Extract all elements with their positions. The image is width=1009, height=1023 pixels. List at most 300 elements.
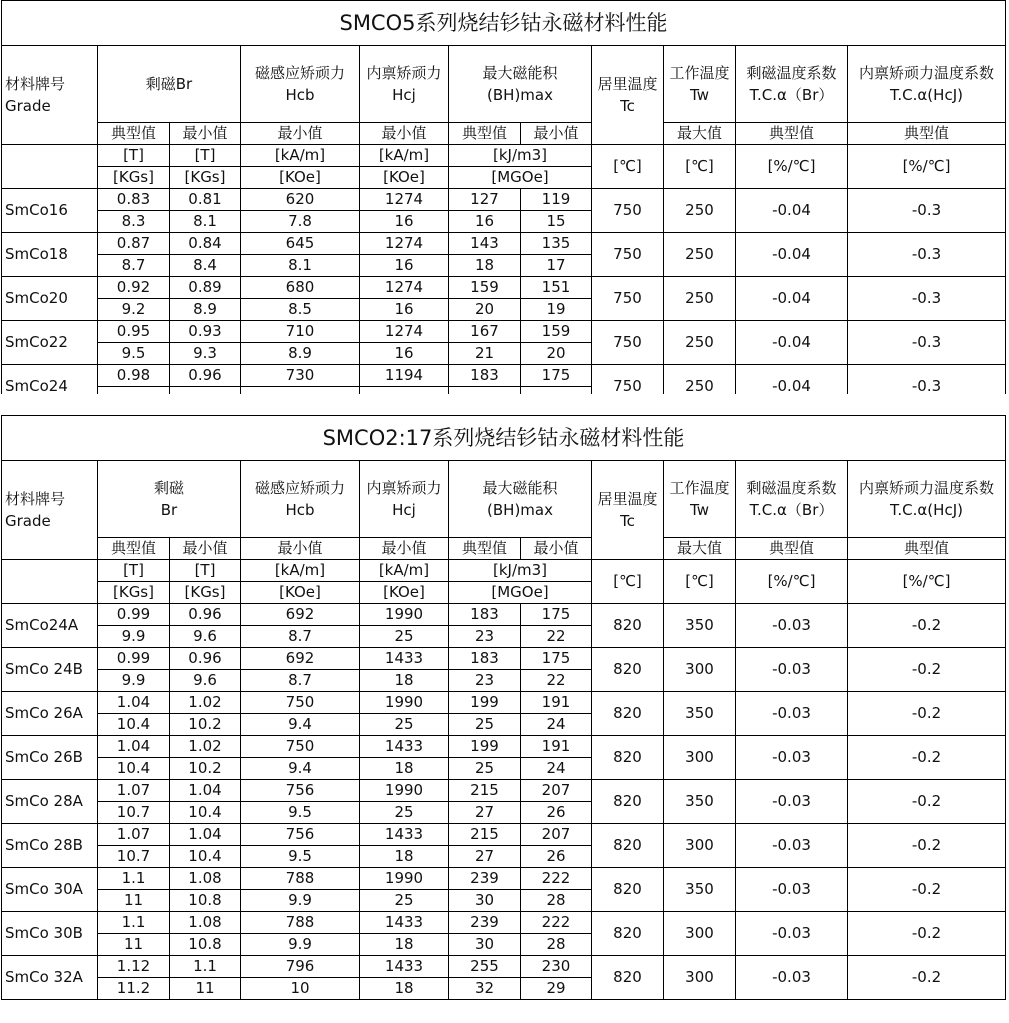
grade-cell: SmCo 30B <box>2 912 98 956</box>
work-temp-header-text: Tw <box>690 501 709 519</box>
work-temp-cell: 300 <box>664 956 736 1000</box>
unit-t: [T] <box>98 560 170 582</box>
hcj-temp-coeff-cell: -0.3 <box>848 365 1006 395</box>
br-temp-coeff-cell: -0.04 <box>736 277 848 321</box>
bh-min-cgs-cell <box>521 387 592 395</box>
br-typical-cgs-cell <box>98 387 170 395</box>
hcj-min-cgs-cell: 16 <box>360 255 449 277</box>
hcj-min-si-cell: 1274 <box>360 233 449 255</box>
bh-min-si-cell: 175 <box>521 365 592 387</box>
grade-units-blank <box>2 560 98 604</box>
grade-cell: SmCo 28A <box>2 780 98 824</box>
hcb-min-si-cell: 788 <box>241 868 360 890</box>
br-temp-coeff-header-text: 剩磁温度系数 <box>746 64 837 82</box>
br-min-cgs-cell: 10.4 <box>170 846 241 868</box>
tchcj-typical-label: 典型值 <box>848 123 1006 145</box>
hcj-temp-coeff-cell: -0.2 <box>848 604 1006 648</box>
table-row <box>2 912 1006 934</box>
br-typical-si-cell: 1.1 <box>98 868 170 890</box>
br-min-label: 最小值 <box>170 123 241 145</box>
unit-koe: [KOe] <box>360 167 449 189</box>
br-min-cgs-cell: 11 <box>170 978 241 1000</box>
bh-typical-cgs-cell: 27 <box>449 802 521 824</box>
unit-kgs: [KGs] <box>170 167 241 189</box>
work-temp-cell: 250 <box>664 277 736 321</box>
header-row <box>2 461 1006 538</box>
bh-typical-si-cell: 215 <box>449 824 521 846</box>
bh-min-si-cell: 207 <box>521 780 592 802</box>
bh-min-cgs-cell: 17 <box>521 255 592 277</box>
bh-min-si-cell: 175 <box>521 604 592 626</box>
hcb-min-cgs-cell: 8.7 <box>241 670 360 692</box>
bh-min-cgs-cell: 28 <box>521 890 592 912</box>
hcb-min-cgs-cell: 8.1 <box>241 255 360 277</box>
bhmax-header-text: 最大磁能积 <box>482 479 558 497</box>
curie-temp-cell: 820 <box>592 956 664 1000</box>
hcj-min-si-cell: 1990 <box>360 868 449 890</box>
table-row <box>2 604 1006 626</box>
grade-cell: SmCo22 <box>2 321 98 365</box>
hcb-min-si-cell: 750 <box>241 692 360 714</box>
smco217-table-section <box>0 415 1009 1023</box>
br-temp-coeff-header <box>736 461 848 538</box>
br-typical-si-cell: 1.04 <box>98 692 170 714</box>
hcj-temp-coeff-cell: -0.3 <box>848 277 1006 321</box>
hcj-header <box>360 46 449 123</box>
hcb-min-si-cell: 730 <box>241 365 360 387</box>
hcb-min-cgs-cell: 8.7 <box>241 626 360 648</box>
unit-degc: [℃] <box>592 560 664 604</box>
title-row <box>2 416 1006 461</box>
curie-temp-cell: 820 <box>592 604 664 648</box>
bh-typical-si-cell: 183 <box>449 604 521 626</box>
bh-typical-si-cell: 167 <box>449 321 521 343</box>
hcb-header-text: Hcb <box>285 86 315 104</box>
bh-min-cgs-cell: 22 <box>521 626 592 648</box>
br-min-cgs-cell: 10.8 <box>170 934 241 956</box>
br-header <box>98 461 241 538</box>
br-typical-cgs-cell: 8.7 <box>98 255 170 277</box>
curie-temp-cell: 820 <box>592 736 664 780</box>
bh-typical-cgs-cell: 25 <box>449 758 521 780</box>
curie-temp-cell: 820 <box>592 868 664 912</box>
table-row <box>2 692 1006 714</box>
hcj-header-text: Hcj <box>392 501 416 519</box>
br-min-si-cell: 0.84 <box>170 233 241 255</box>
br-typical-cgs-cell: 8.3 <box>98 211 170 233</box>
br-temp-coeff-cell: -0.04 <box>736 233 848 277</box>
bh-min-si-cell: 222 <box>521 868 592 890</box>
bh-typical-si-cell: 143 <box>449 233 521 255</box>
bh-min-si-cell: 119 <box>521 189 592 211</box>
bhmax-header <box>449 461 592 538</box>
table-row <box>2 780 1006 802</box>
br-typical-si-cell: 0.95 <box>98 321 170 343</box>
hcb-min-si-cell: 620 <box>241 189 360 211</box>
subheader-row <box>2 538 1006 560</box>
curie-temp-cell: 820 <box>592 648 664 692</box>
grade-cell: SmCo 30A <box>2 868 98 912</box>
hcb-header-text: 磁感应矫顽力 <box>254 479 345 497</box>
unit-kjm3: [kJ/m3] <box>449 560 592 582</box>
hcj-temp-coeff-header-text: 内禀矫顽力温度系数 <box>858 64 994 82</box>
br-typical-cgs-cell: 9.2 <box>98 299 170 321</box>
subheader-row <box>2 123 1006 145</box>
bh-typical-cgs-cell: 32 <box>449 978 521 1000</box>
bhmax-header-text: (BH)max <box>487 86 553 104</box>
bh-typical-si-cell: 127 <box>449 189 521 211</box>
hcb-header-text: 磁感应矫顽力 <box>254 64 345 82</box>
bh-typical-cgs-cell <box>449 387 521 395</box>
br-typical-cgs-cell: 9.9 <box>98 626 170 648</box>
hcj-min-cgs-cell: 16 <box>360 343 449 365</box>
unit-t: [T] <box>170 145 241 167</box>
bhmax-header-text: 最大磁能积 <box>482 64 558 82</box>
grade-cell: SmCo18 <box>2 233 98 277</box>
br-min-si-cell: 0.96 <box>170 604 241 626</box>
br-min-si-cell: 0.93 <box>170 321 241 343</box>
unit-degc: [℃] <box>592 145 664 189</box>
hcj-min-cgs-cell: 16 <box>360 211 449 233</box>
work-temp-cell: 250 <box>664 233 736 277</box>
bh-min-cgs-cell: 28 <box>521 934 592 956</box>
hcj-min-si-cell: 1194 <box>360 365 449 387</box>
br-typical-si-cell: 0.87 <box>98 233 170 255</box>
hcb-min-cgs-cell: 10 <box>241 978 360 1000</box>
hcb-header <box>241 46 360 123</box>
bh-typical-cgs-cell: 23 <box>449 670 521 692</box>
curie-temp-header <box>592 46 664 145</box>
bh-min-label: 最小值 <box>521 538 592 560</box>
curie-temp-cell: 750 <box>592 365 664 395</box>
curie-temp-cell: 750 <box>592 321 664 365</box>
br-typical-si-cell: 1.12 <box>98 956 170 978</box>
bh-typical-label: 典型值 <box>449 123 521 145</box>
curie-temp-header-text: Tc <box>620 512 635 530</box>
bh-min-si-cell: 207 <box>521 824 592 846</box>
br-temp-coeff-cell: -0.03 <box>736 780 848 824</box>
br-temp-coeff-cell: -0.03 <box>736 956 848 1000</box>
work-temp-cell: 300 <box>664 824 736 868</box>
hcb-min-si-cell: 680 <box>241 277 360 299</box>
grade-cell: SmCo20 <box>2 277 98 321</box>
hcj-temp-coeff-cell: -0.2 <box>848 692 1006 736</box>
bh-min-si-cell: 230 <box>521 956 592 978</box>
br-typical-si-cell: 1.04 <box>98 736 170 758</box>
smco5-table-section <box>0 0 1009 394</box>
unit-pct-per-degc: [%/℃] <box>736 145 848 189</box>
br-typical-label: 典型值 <box>98 538 170 560</box>
br-min-si-cell: 1.02 <box>170 736 241 758</box>
si-units-row <box>2 560 1006 582</box>
br-min-si-cell: 1.04 <box>170 780 241 802</box>
hcb-min-cgs-cell: 9.9 <box>241 934 360 956</box>
hcj-header-text: 内禀矫顽力 <box>366 64 442 82</box>
bh-typical-cgs-cell: 18 <box>449 255 521 277</box>
hcj-temp-coeff-header <box>848 46 1006 123</box>
hcj-min-cgs-cell: 18 <box>360 670 449 692</box>
br-typical-cgs-cell: 9.9 <box>98 670 170 692</box>
curie-temp-cell: 750 <box>592 277 664 321</box>
bh-typical-cgs-cell: 27 <box>449 846 521 868</box>
hcj-min-si-cell: 1990 <box>360 692 449 714</box>
grade-cell: SmCo16 <box>2 189 98 233</box>
br-header-text: 剩磁Br <box>145 75 193 93</box>
hcb-min-si-cell: 750 <box>241 736 360 758</box>
hcj-min-cgs-cell: 25 <box>360 890 449 912</box>
br-typical-cgs-cell: 10.4 <box>98 714 170 736</box>
br-typical-si-cell: 0.99 <box>98 648 170 670</box>
hcj-header-text: Hcj <box>392 86 416 104</box>
work-temp-header-text: 工作温度 <box>669 479 730 497</box>
unit-mgoe: [MGOe] <box>449 582 592 604</box>
unit-pct-per-degc: [%/℃] <box>848 145 1006 189</box>
hcj-min-si-cell: 1433 <box>360 824 449 846</box>
grade-cell: SmCo 26B <box>2 736 98 780</box>
grade-header-text: 材料牌号 <box>5 490 66 508</box>
table-row <box>2 189 1006 211</box>
br-typical-label: 典型值 <box>98 123 170 145</box>
grade-header <box>2 461 98 560</box>
bh-typical-si-cell: 159 <box>449 277 521 299</box>
header-row <box>2 46 1006 123</box>
br-min-cgs-cell: 9.6 <box>170 626 241 648</box>
hcb-min-cgs-cell: 8.9 <box>241 343 360 365</box>
br-min-si-cell: 1.08 <box>170 868 241 890</box>
hcj-temp-coeff-cell: -0.3 <box>848 189 1006 233</box>
hcb-min-cgs-cell: 9.4 <box>241 758 360 780</box>
hcb-min-label: 最小值 <box>241 538 360 560</box>
hcj-temp-coeff-cell: -0.2 <box>848 736 1006 780</box>
bh-typical-cgs-cell: 21 <box>449 343 521 365</box>
br-temp-coeff-header <box>736 46 848 123</box>
br-temp-coeff-cell: -0.03 <box>736 692 848 736</box>
bh-min-si-cell: 222 <box>521 912 592 934</box>
br-min-si-cell: 1.1 <box>170 956 241 978</box>
work-temp-header-text: 工作温度 <box>669 64 730 82</box>
br-temp-coeff-cell: -0.03 <box>736 824 848 868</box>
unit-mgoe: [MGOe] <box>449 167 592 189</box>
bh-typical-si-cell: 215 <box>449 780 521 802</box>
bh-min-si-cell: 191 <box>521 692 592 714</box>
hcb-min-si-cell: 788 <box>241 912 360 934</box>
hcb-min-cgs-cell: 9.4 <box>241 714 360 736</box>
br-temp-coeff-header-text: T.C.α（Br） <box>749 501 834 519</box>
unit-kam: [kA/m] <box>241 145 360 167</box>
bh-typical-cgs-cell: 25 <box>449 714 521 736</box>
grade-cell: SmCo24A <box>2 604 98 648</box>
br-min-cgs-cell: 9.3 <box>170 343 241 365</box>
table-row <box>2 736 1006 758</box>
br-typical-si-cell: 1.07 <box>98 824 170 846</box>
curie-temp-cell: 820 <box>592 692 664 736</box>
br-min-cgs-cell: 9.6 <box>170 670 241 692</box>
br-typical-cgs-cell: 10.7 <box>98 846 170 868</box>
bh-min-cgs-cell: 24 <box>521 714 592 736</box>
br-header-text: Br <box>160 501 178 519</box>
hcj-min-label: 最小值 <box>360 538 449 560</box>
grade-header-text: Grade <box>5 97 51 115</box>
br-min-cgs-cell: 10.4 <box>170 802 241 824</box>
hcj-header-text: 内禀矫顽力 <box>366 479 442 497</box>
bh-min-cgs-cell: 22 <box>521 670 592 692</box>
grade-cell: SmCo24 <box>2 365 98 395</box>
si-units-row <box>2 145 1006 167</box>
hcj-min-cgs-cell: 25 <box>360 626 449 648</box>
hcb-min-cgs-cell <box>241 387 360 395</box>
hcj-min-si-cell: 1433 <box>360 736 449 758</box>
br-min-si-cell: 1.08 <box>170 912 241 934</box>
bh-typical-si-cell: 255 <box>449 956 521 978</box>
br-min-cgs-cell: 8.4 <box>170 255 241 277</box>
br-temp-coeff-cell: -0.04 <box>736 321 848 365</box>
bh-min-cgs-cell: 26 <box>521 846 592 868</box>
curie-temp-cell: 820 <box>592 780 664 824</box>
bh-min-si-cell: 175 <box>521 648 592 670</box>
smco5-properties-table <box>1 0 1006 394</box>
hcb-min-si-cell: 710 <box>241 321 360 343</box>
grade-units-blank <box>2 145 98 189</box>
bh-typical-label: 典型值 <box>449 538 521 560</box>
hcj-min-cgs-cell: 18 <box>360 978 449 1000</box>
work-temp-cell: 250 <box>664 365 736 395</box>
hcj-min-si-cell: 1433 <box>360 648 449 670</box>
bh-typical-si-cell: 239 <box>449 868 521 890</box>
unit-kam: [kA/m] <box>360 145 449 167</box>
hcj-min-cgs-cell: 18 <box>360 934 449 956</box>
br-temp-coeff-cell: -0.03 <box>736 604 848 648</box>
tcbr-typical-label: 典型值 <box>736 538 848 560</box>
work-temp-cell: 350 <box>664 692 736 736</box>
tcbr-typical-label: 典型值 <box>736 123 848 145</box>
table-title: SMCO2:17系列烧结钐钴永磁材料性能 <box>2 416 1006 461</box>
hcj-min-cgs-cell: 25 <box>360 714 449 736</box>
work-temp-cell: 350 <box>664 604 736 648</box>
hcb-min-cgs-cell: 8.5 <box>241 299 360 321</box>
hcb-min-si-cell: 756 <box>241 824 360 846</box>
hcj-temp-coeff-cell: -0.2 <box>848 912 1006 956</box>
hcb-header <box>241 461 360 538</box>
hcj-temp-coeff-cell: -0.3 <box>848 321 1006 365</box>
br-typical-si-cell: 0.92 <box>98 277 170 299</box>
br-min-cgs-cell: 8.9 <box>170 299 241 321</box>
hcj-min-cgs-cell: 18 <box>360 846 449 868</box>
br-typical-cgs-cell: 11 <box>98 890 170 912</box>
table-row <box>2 956 1006 978</box>
hcj-min-si-cell: 1990 <box>360 780 449 802</box>
br-min-si-cell: 1.04 <box>170 824 241 846</box>
hcj-temp-coeff-header <box>848 461 1006 538</box>
br-temp-coeff-header-text: T.C.α（Br） <box>749 86 834 104</box>
unit-degc: [℃] <box>664 145 736 189</box>
hcj-min-cgs-cell: 16 <box>360 299 449 321</box>
unit-koe: [KOe] <box>360 582 449 604</box>
hcj-temp-coeff-header-text: 内禀矫顽力温度系数 <box>858 479 994 497</box>
hcj-min-si-cell: 1433 <box>360 912 449 934</box>
br-typical-cgs-cell: 9.5 <box>98 343 170 365</box>
bhmax-header <box>449 46 592 123</box>
curie-temp-cell: 820 <box>592 912 664 956</box>
hcj-temp-coeff-cell: -0.2 <box>848 824 1006 868</box>
bh-typical-cgs-cell: 20 <box>449 299 521 321</box>
unit-kam: [kA/m] <box>241 560 360 582</box>
bh-min-cgs-cell: 26 <box>521 802 592 824</box>
hcb-min-cgs-cell: 7.8 <box>241 211 360 233</box>
unit-pct-per-degc: [%/℃] <box>848 560 1006 604</box>
unit-kam: [kA/m] <box>360 560 449 582</box>
br-min-cgs-cell: 8.1 <box>170 211 241 233</box>
bh-min-si-cell: 151 <box>521 277 592 299</box>
hcb-min-si-cell: 645 <box>241 233 360 255</box>
hcb-min-cgs-cell: 9.9 <box>241 890 360 912</box>
br-temp-coeff-cell: -0.04 <box>736 189 848 233</box>
bh-min-cgs-cell: 24 <box>521 758 592 780</box>
table-row <box>2 868 1006 890</box>
hcj-header <box>360 461 449 538</box>
hcj-min-cgs-cell: 25 <box>360 802 449 824</box>
smco217-properties-table <box>1 415 1006 1000</box>
hcb-min-cgs-cell: 9.5 <box>241 846 360 868</box>
table-title: SMCO5系列烧结钐钴永磁材料性能 <box>2 1 1006 46</box>
grade-cell: SmCo 26A <box>2 692 98 736</box>
hcj-temp-coeff-cell: -0.2 <box>848 956 1006 1000</box>
title-row <box>2 1 1006 46</box>
unit-t: [T] <box>98 145 170 167</box>
br-typical-cgs-cell: 11 <box>98 934 170 956</box>
unit-kgs: [KGs] <box>98 167 170 189</box>
hcj-temp-coeff-header-text: T.C.α(HcJ) <box>890 501 963 519</box>
hcj-temp-coeff-header-text: T.C.α(HcJ) <box>890 86 963 104</box>
work-temp-cell: 350 <box>664 780 736 824</box>
work-temp-header-text: Tw <box>690 86 709 104</box>
bh-typical-si-cell: 199 <box>449 692 521 714</box>
unit-koe: [KOe] <box>241 582 360 604</box>
unit-t: [T] <box>170 560 241 582</box>
br-min-si-cell: 0.96 <box>170 365 241 387</box>
bh-min-cgs-cell: 19 <box>521 299 592 321</box>
work-temp-cell: 300 <box>664 736 736 780</box>
work-temp-cell: 250 <box>664 189 736 233</box>
hcb-min-si-cell: 692 <box>241 604 360 626</box>
br-temp-coeff-header-text: 剩磁温度系数 <box>746 479 837 497</box>
br-min-si-cell: 0.81 <box>170 189 241 211</box>
tchcj-typical-label: 典型值 <box>848 538 1006 560</box>
br-typical-si-cell: 0.98 <box>98 365 170 387</box>
br-typical-cgs-cell: 10.7 <box>98 802 170 824</box>
hcb-header-text: Hcb <box>285 501 315 519</box>
table-row <box>2 648 1006 670</box>
br-min-cgs-cell: 10.2 <box>170 714 241 736</box>
tw-max-label: 最大值 <box>664 123 736 145</box>
work-temp-header <box>664 46 736 123</box>
bhmax-header-text: (BH)max <box>487 501 553 519</box>
bh-typical-cgs-cell: 30 <box>449 934 521 956</box>
grade-cell: SmCo 32A <box>2 956 98 1000</box>
grade-cell: SmCo 28B <box>2 824 98 868</box>
work-temp-cell: 300 <box>664 912 736 956</box>
work-temp-cell: 300 <box>664 648 736 692</box>
bh-typical-si-cell: 239 <box>449 912 521 934</box>
bh-min-cgs-cell: 15 <box>521 211 592 233</box>
curie-temp-header-text: 居里温度 <box>597 75 658 93</box>
curie-temp-cell: 820 <box>592 824 664 868</box>
br-header-text: 剩磁 <box>153 479 184 497</box>
grade-cell: SmCo 24B <box>2 648 98 692</box>
br-typical-si-cell: 1.07 <box>98 780 170 802</box>
hcb-min-si-cell: 756 <box>241 780 360 802</box>
hcj-min-cgs-cell: 18 <box>360 758 449 780</box>
work-temp-cell: 250 <box>664 321 736 365</box>
